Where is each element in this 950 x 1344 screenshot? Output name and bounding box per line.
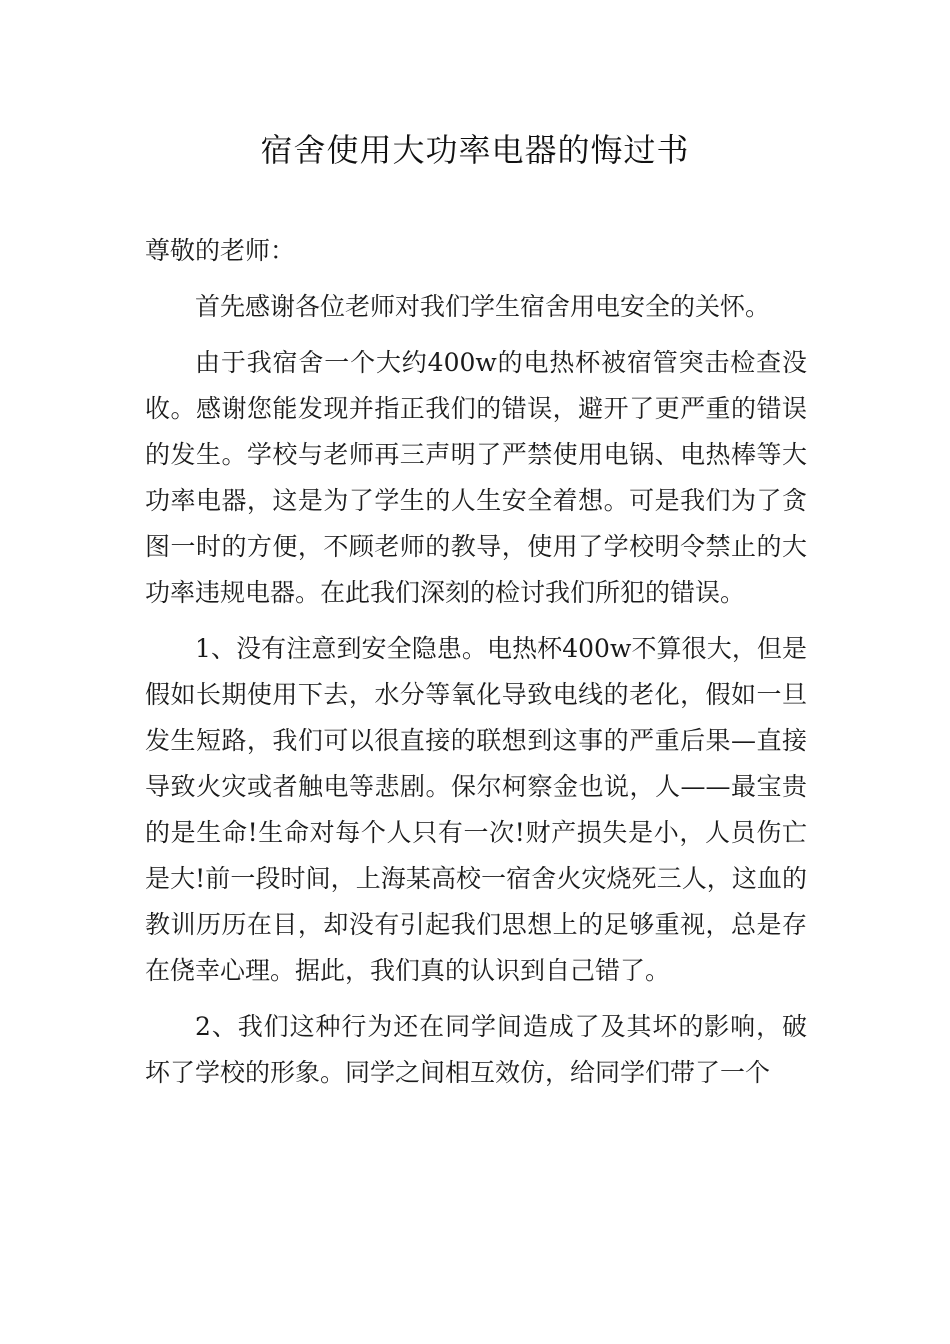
salutation: 尊敬的老师： [145, 236, 296, 265]
paragraph-point-2: 2、我们这种行为还在同学间造成了及其坏的影响，破坏了学校的形象。同学之间相互效仿，给同学们带了一个 [145, 1012, 807, 1087]
document-title: 宿舍使用大功率电器的悔过书 [260, 131, 690, 169]
paragraph-incident: 由于我宿舍一个大约400w的电热杯被宿管突击检查没收。感谢您能发现并指正我们的错误，避开了更严重的错误的发生。学校与老师再三声明了严禁使用电锅、电热棒等大功率电器，这是为了学生的人生安全着想。可是我们为了贪图一时的方便，不顾老师的教导，使用了学校明令禁止的大功率违规电器。在此我们深刻的检讨我们所犯的错误。 [145, 348, 807, 607]
paragraph-point-1: 1、没有注意到安全隐患。电热杯400w不算很大，但是假如长期使用下去，水分等氧化导致电线的老化，假如一旦发生短路，我们可以很直接的联想到这事的严重后果—直接导致火灾或者触电等悲剧。保尔柯察金也说，人——最宝贵的是生命!生命对每个人只有一次!财产损失是小，人员伤亡是大!前一段时间，上海某高校一宿舍火灾烧死三人，这血的教训历历在目，却没有引起我们思想上的足够重视，总是存在侥幸心理。据此，我们真的认识到自己错了。 [145, 634, 807, 985]
document-body [145, 228, 807, 1106]
paragraph-thanks: 首先感谢各位老师对我们学生宿舍用电安全的关怀。 [195, 292, 771, 321]
